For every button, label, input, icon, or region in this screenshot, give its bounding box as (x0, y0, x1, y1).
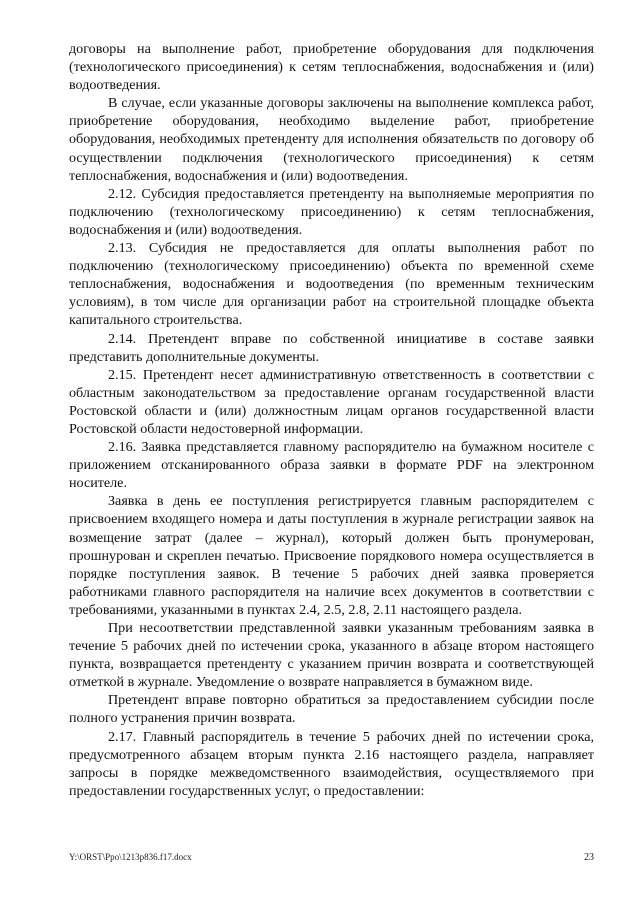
paragraph-complex-works: В случае, если указанные договоры заключены на выполнение комплекса работ, приобретение оборудования, необходимо выделение работ, приобретение оборудования, необходимых претенденту для исполнения обязательств по договору об осуществлении подключения (технологического присоединения) к сетям теплоснабжения, водоснабжения и (или) водоотведения. (69, 95, 594, 184)
paragraph-registration: Заявка в день ее поступления регистрируется главным распорядителем с присвоением входящего номера и даты поступления в журнале регистрации заявок на возмещение затрат (далее – журнал), который должен быть пронумерован, прошнурован и скреплен печатью. Присвоение порядкового номера осуществляется в порядке поступления заявок. В течение 5 рабочих дней заявка проверяется работниками главного распорядителя на наличие всех документов в соответствии с требованиями, указанными в пунктах 2.4, 2.5, 2.8, 2.11 настоящего раздела. (69, 493, 594, 618)
paragraph-2-13: 2.13. Субсидия не предоставляется для оплаты выполнения работ по подключению (технологическому присоединению) объекта по временной схеме теплоснабжения, водоснабжения и водоотведения (по временным техническим условиям), в том числе для организации работ на строительной площадке объекта капитального строительства. (69, 240, 594, 329)
paragraph-2-16: 2.16. Заявка представляется главному распорядителю на бумажном носителе с приложением отсканированного образа заявки в формате PDF на электронном носителе. (69, 439, 594, 492)
document-body (69, 40, 594, 800)
paragraph-2-15: 2.15. Претендент несет административную ответственность в соответствии с областным законодательством за предоставление органам государственной власти Ростовской области и (или) должностным лицам органов государственной власти Ростовской области недостоверной информации. (69, 366, 594, 437)
paragraph-2-14: 2.14. Претендент вправе по собственной инициативе в составе заявки представить дополнительные документы. (69, 330, 594, 365)
paragraph-nonconformity: При несоответствии представленной заявки указанным требованиям заявка в течение 5 рабочих дней по истечении срока, указанного в абзаце втором настоящего пункта, возвращается претенденту с указанием причин возврата и соответствующей отметкой в журнале. Уведомление о возврате направляется в бумажном виде. (69, 620, 594, 691)
paragraph-2-12: 2.12. Субсидия предоставляется претенденту на выполняемые мероприятия по подключению (технологическому присоединению) к сетям теплоснабжения, водоснабжения и (или) водоотведения. (69, 185, 594, 238)
page-number: 23 (584, 852, 594, 863)
footer-file-path: Y:\ORST\Ppo\1213p836.f17.docx (69, 852, 192, 862)
paragraph-reapply: Претендент вправе повторно обратиться за предоставлением субсидии после полного устранения причин возврата. (69, 692, 594, 727)
paragraph-2-17: 2.17. Главный распорядитель в течение 5 рабочих дней по истечении срока, предусмотренного абзацем вторым пункта 2.16 настоящего раздела, направляет запросы в порядке межведомственного взаимодействия, осуществляемого при предоставлении государственных услуг, о предоставлении: (69, 728, 594, 799)
paragraph-continuation: договоры на выполнение работ, приобретение оборудования для подключения (технологического присоединения) к сетям теплоснабжения, водоснабжения и (или) водоотведения. (69, 41, 594, 94)
